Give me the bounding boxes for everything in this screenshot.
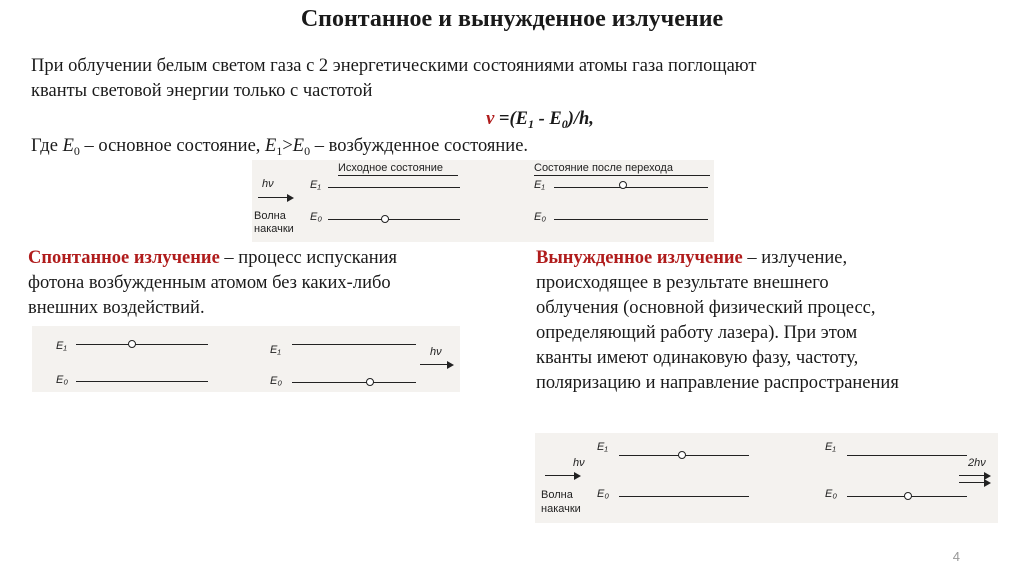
formula-e0: E [549, 109, 562, 129]
spontaneous-line-2: фотона возбужденным атомом без каких-либо [28, 273, 391, 293]
stimulated-line-1 [536, 246, 847, 270]
level-e1-line [328, 187, 460, 188]
formula-e0-sub: 0 [561, 117, 568, 131]
atom-excited-icon [619, 181, 627, 189]
where-e0-sub: 0 [73, 144, 80, 158]
spont-atom-ground-icon [366, 378, 374, 386]
photon-label: hν [262, 178, 274, 190]
formula-end: )/h, [567, 109, 594, 129]
formula-minus: - [533, 109, 550, 129]
spontaneous-term: Спонтанное излучение [28, 248, 220, 268]
spontaneous-def: – процесс испускания [219, 248, 398, 268]
stim-photon-label: hν [573, 457, 585, 469]
stimulated-term: Вынужденное излучение [536, 248, 743, 268]
stim-pump-label-2: накачки [541, 503, 581, 515]
stim-2photon-label: 2hν [968, 457, 986, 469]
where-e0b: E [292, 136, 305, 156]
stim-after-e0-label: E₀ [825, 488, 837, 500]
stim-after-e1-label: E₁ [825, 441, 836, 453]
stimulated-line-5: кванты имеют одинаковую фазу, частоту, [536, 348, 859, 368]
where-post: – возбужденное состояние. [310, 136, 529, 156]
stim-atom-ground-icon [904, 492, 912, 500]
stim-after-e1-line [847, 455, 967, 456]
stimulated-line-6: поляризацию и направление распространения [536, 373, 899, 393]
states-definition [31, 134, 528, 158]
spont-atom-excited-icon [128, 340, 136, 348]
where-mid: – основное состояние, [79, 136, 266, 156]
formula-e1: E [515, 109, 528, 129]
stim-e0-line [619, 496, 749, 497]
where-e0: E [62, 136, 74, 156]
spontaneous-line-3: внешних воздействий. [28, 298, 205, 318]
spontaneous-line-1 [28, 246, 397, 270]
level-e0-label: E₀ [310, 211, 322, 223]
stimulated-diagram [535, 433, 998, 523]
final-caption-underline [534, 175, 710, 176]
photon-arrow-icon [258, 197, 292, 198]
final-e0-line [554, 219, 708, 220]
spont-after-e0-label: E₀ [270, 375, 282, 387]
spont-photon-label: hν [430, 346, 442, 358]
where-e1-sub: 1 [276, 144, 283, 158]
stim-atom-excited-icon [678, 451, 686, 459]
stimulated-line-2: происходящее в результате внешнего [536, 273, 829, 293]
spont-e1-line [76, 344, 208, 345]
level-e1-label: E₁ [310, 179, 321, 191]
final-e0-label: E₀ [534, 211, 546, 223]
spont-e1-label: E₁ [56, 340, 67, 352]
spont-photon-arrow-icon [420, 364, 452, 365]
slide-title: Спонтанное и вынужденное излучение [300, 6, 724, 32]
formula-nu: ν [486, 109, 495, 129]
stim-e1-label: E₁ [597, 441, 608, 453]
intro-line-1: При облучении белым светом газа с 2 энергетическими состояниями атомы газа поглощают [31, 56, 757, 76]
initial-caption-underline [338, 175, 458, 176]
final-e1-label: E₁ [534, 179, 545, 191]
spontaneous-diagram [32, 326, 460, 392]
spont-after-e0-line [292, 382, 416, 383]
where-pre: Где [31, 136, 63, 156]
stim-e0-label: E₀ [597, 488, 609, 500]
spont-e0-label: E₀ [56, 374, 68, 386]
formula-e1-sub: 1 [527, 117, 534, 131]
pump-label-1: Волна [254, 210, 286, 222]
atom-ground-icon [381, 215, 389, 223]
formula-eq: =( [494, 109, 516, 129]
pump-label-2: накачки [254, 223, 294, 235]
initial-state-caption: Исходное состояние [338, 162, 444, 174]
where-e1: E [265, 136, 277, 156]
stim-photon-out-arrow-1-icon [959, 475, 989, 476]
intro-line-2: кванты световой энергии только с частотой [31, 81, 373, 101]
final-e1-line [554, 187, 708, 188]
stim-photon-out-arrow-2-icon [959, 482, 989, 483]
stimulated-def: – излучение, [742, 248, 848, 268]
where-e0b-sub: 0 [304, 144, 311, 158]
absorption-diagram [252, 160, 714, 242]
where-gt: > [282, 136, 293, 156]
spont-after-e1-line [292, 344, 416, 345]
final-state-caption: Состояние после перехода [534, 162, 673, 174]
page-number: 4 [952, 549, 960, 564]
stimulated-line-4: определяющий работу лазера). При этом [536, 323, 858, 343]
stim-pump-label-1: Волна [541, 489, 573, 501]
spont-e0-line [76, 381, 208, 382]
level-e0-line [328, 219, 460, 220]
spont-after-e1-label: E₁ [270, 344, 281, 356]
stimulated-line-3: облучения (основной физический процесс, [536, 298, 876, 318]
frequency-formula [440, 107, 640, 131]
stim-photon-arrow-icon [545, 475, 579, 476]
